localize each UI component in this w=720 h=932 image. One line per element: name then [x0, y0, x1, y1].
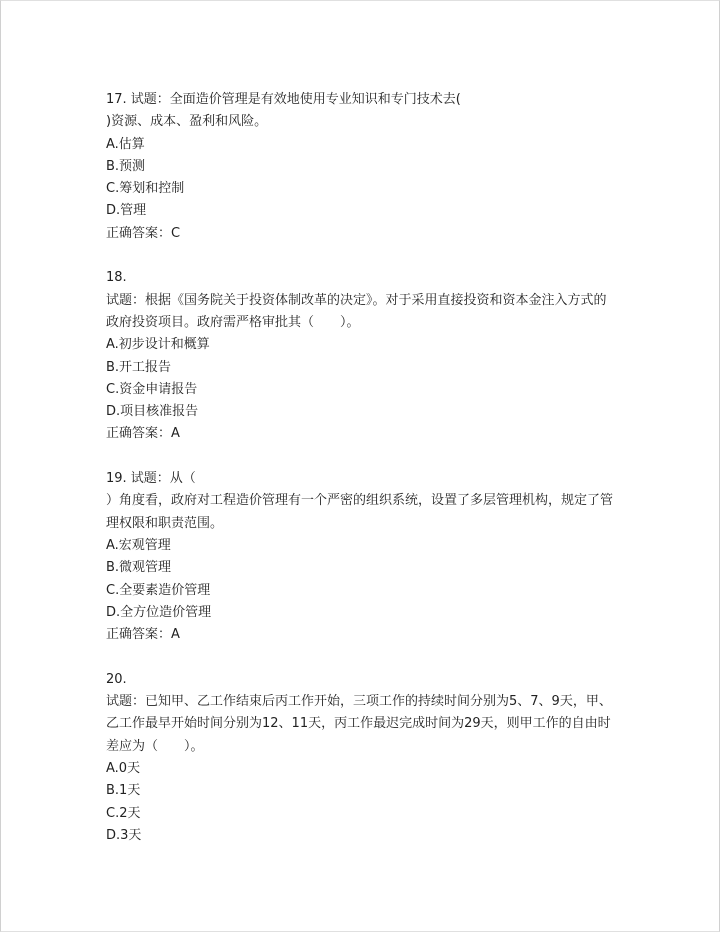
option-c: C.筹划和控制	[106, 181, 185, 197]
option-d: D.项目核准报告	[106, 404, 199, 420]
question-19	[106, 468, 621, 646]
question-18	[106, 267, 621, 445]
option-a: A.0天	[106, 760, 141, 776]
option-d: D.3天	[106, 827, 142, 843]
question-spacer	[106, 646, 621, 668]
correct-answer: 正确答案：C	[106, 225, 181, 241]
option-a: A.估算	[106, 136, 145, 152]
question-text-line: 试题：根据《国务院关于投资体制改革的决定》。对于采用直接投资和资本金注入方式的	[106, 292, 607, 308]
question-text-line: )资源、成本、盈利和风险。	[106, 114, 268, 130]
question-spacer	[106, 245, 621, 267]
option-b: B.预测	[106, 158, 146, 174]
option-b: B.1天	[106, 783, 141, 799]
option-d: D.管理	[106, 203, 147, 219]
question-20	[106, 669, 621, 847]
question-text-line: 17. 试题：全面造价管理是有效地使用专业知识和专门技术去(	[106, 92, 461, 107]
correct-answer: 正确答案：A	[106, 627, 180, 643]
question-text-line: 乙工作最早开始时间分别为12、11天，丙工作最迟完成时间为29天，则甲工作的自由时	[106, 716, 611, 732]
question-text-line: 差应为（ ）。	[106, 738, 204, 754]
option-d: D.全方位造价管理	[106, 604, 212, 620]
option-b: B.开工报告	[106, 359, 172, 375]
question-text-line: 政府投资项目。政府需严格审批其（ ）。	[106, 314, 360, 330]
question-spacer	[106, 446, 621, 468]
question-list	[106, 89, 621, 847]
question-number: 18.	[106, 270, 127, 286]
option-a: A.宏观管理	[106, 537, 171, 553]
question-17	[106, 89, 621, 245]
question-text-line: 19. 试题：从（	[106, 471, 196, 487]
option-c: C.资金申请报告	[106, 381, 198, 397]
option-b: B.微观管理	[106, 560, 172, 576]
question-text-line: 试题：已知甲、乙工作结束后丙工作开始，三项工作的持续时间分别为5、7、9天，甲、	[106, 694, 612, 710]
question-text-line: ）角度看，政府对工程造价管理有一个严密的组织系统，设置了多层管理机构，规定了管	[106, 493, 614, 509]
question-number: 20.	[106, 671, 127, 687]
option-a: A.初步设计和概算	[106, 337, 210, 353]
question-text-line: 理权限和职责范围。	[106, 515, 224, 531]
option-c: C.全要素造价管理	[106, 582, 211, 598]
correct-answer: 正确答案：A	[106, 426, 180, 442]
option-c: C.2天	[106, 805, 141, 821]
